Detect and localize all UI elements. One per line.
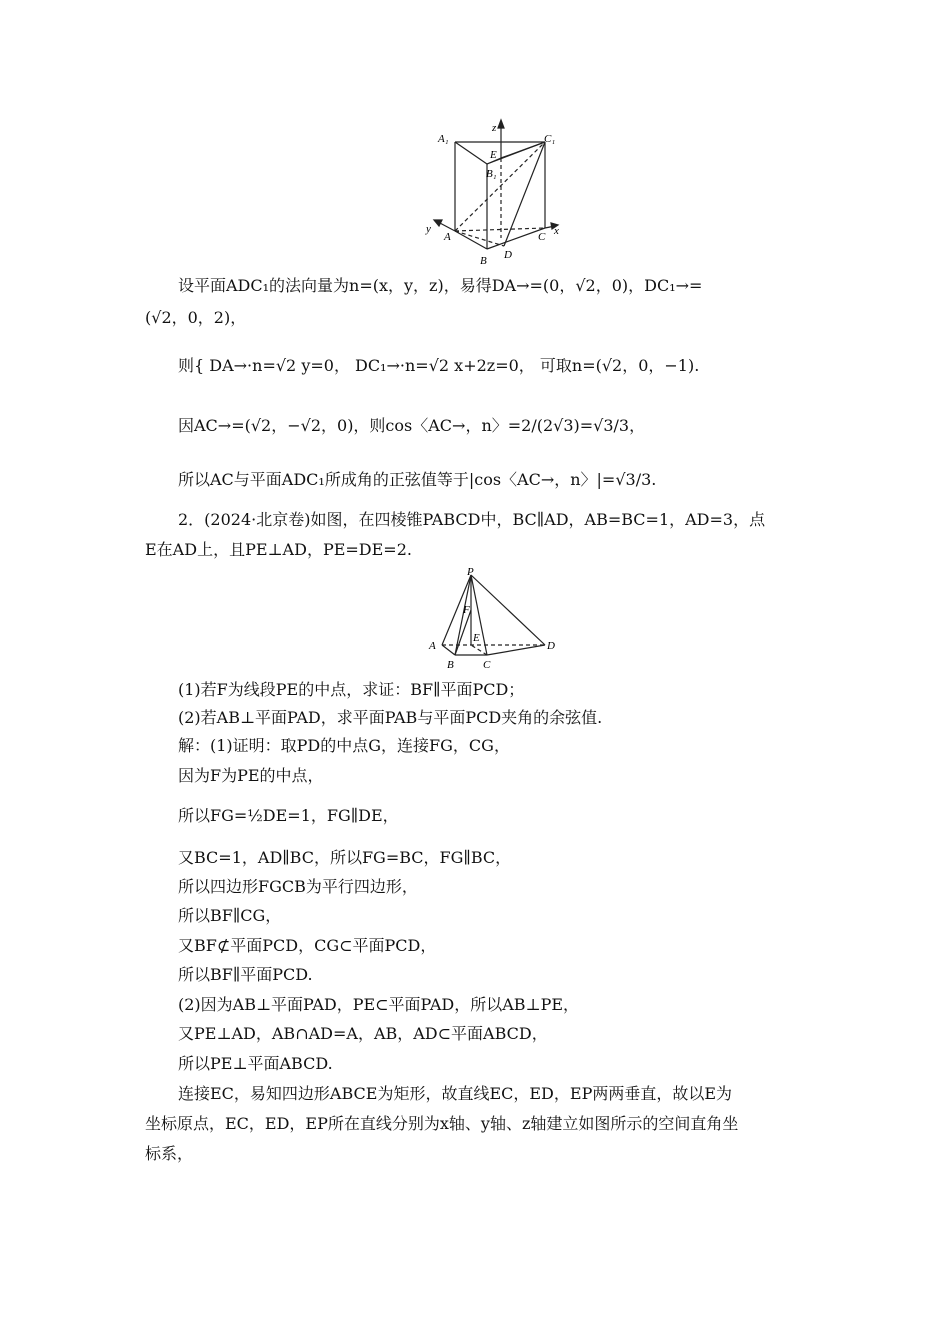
label-B: B	[480, 255, 487, 266]
label-B1: B₁	[486, 168, 497, 180]
text-line-21: 连接EC，易知四边形ABCE为矩形，故直线EC，ED，EP两两垂直，故以E为	[178, 1084, 733, 1103]
text-line-19: 又PE⊥AD，AB∩AD=A，AB，AD⊂平面ABCD，	[178, 1024, 548, 1043]
text-line-15: 所以BF∥CG，	[178, 906, 282, 925]
text-line-13: 又BC=1，AD∥BC，所以FG=BC，FG∥BC，	[178, 848, 512, 867]
label-D: D	[504, 249, 512, 261]
label-x: x	[554, 225, 559, 237]
text-line-16: 又BF⊄平面PCD，CG⊂平面PCD，	[178, 936, 437, 955]
text-line-18: (2)因为AB⊥平面PAD，PE⊂平面PAD，所以AB⊥PE，	[178, 995, 580, 1014]
label-C: C	[538, 231, 546, 243]
pyramid-figure	[425, 565, 565, 673]
label-A2: A	[429, 640, 436, 652]
text-line-1: 设平面ADC₁的法向量为n=(x，y，z)，易得DA→=(0，√2，0)，DC₁→=	[178, 276, 703, 295]
text-line-4: 因AC→=(√2，−√2，0)，则cos〈AC→，n〉=2/(2√3)=√3/3，	[178, 416, 646, 435]
label-y: y	[426, 223, 431, 235]
text-line-8: (1)若F为线段PE的中点，求证：BF∥平面PCD；	[178, 680, 525, 699]
text-line-5: 所以AC与平面ADC₁所成角的正弦值等于|cos〈AC→，n〉|=√3/3.	[178, 470, 657, 489]
label-D2: D	[547, 640, 555, 652]
text-line-2: (√2，0，2)，	[145, 308, 247, 327]
label-A: A	[444, 231, 451, 243]
text-line-23: 标系，	[145, 1144, 194, 1163]
text-line-20: 所以PE⊥平面ABCD.	[178, 1054, 333, 1073]
label-P: P	[467, 566, 474, 578]
text-line-6: 2．(2024·北京卷)如图，在四棱锥PABCD中，BC∥AD，AB=BC=1，AD=3，点	[178, 510, 766, 529]
prism-figure	[420, 118, 570, 266]
text-line-11: 因为F为PE的中点，	[178, 766, 324, 785]
label-E2: E	[473, 632, 480, 644]
label-F: F	[463, 604, 470, 616]
label-z: z	[492, 122, 497, 134]
text-line-9: (2)若AB⊥平面PAD，求平面PAB与平面PCD夹角的余弦值.	[178, 708, 603, 727]
label-C1: C₁	[544, 133, 556, 145]
text-line-10: 解：(1)证明：取PD的中点G，连接FG，CG，	[178, 736, 510, 755]
text-line-17: 所以BF∥平面PCD.	[178, 965, 313, 984]
text-line-14: 所以四边形FGCB为平行四边形，	[178, 877, 418, 896]
label-C2: C	[483, 659, 491, 671]
text-line-22: 坐标原点，EC，ED，EP所在直线分别为x轴、y轴、z轴建立如图所示的空间直角坐	[145, 1114, 739, 1133]
text-line-3: 则{ DA→·n=√2 y=0， DC₁→·n=√2 x+2z=0， 可取n=(√2，0，−1).	[178, 356, 700, 375]
label-B2: B	[447, 659, 454, 671]
text-line-12: 所以FG=½DE=1，FG∥DE，	[178, 806, 399, 825]
text-line-7: E在AD上，且PE⊥AD，PE=DE=2.	[145, 540, 412, 559]
label-A1: A₁	[438, 133, 449, 145]
label-E: E	[490, 149, 497, 161]
